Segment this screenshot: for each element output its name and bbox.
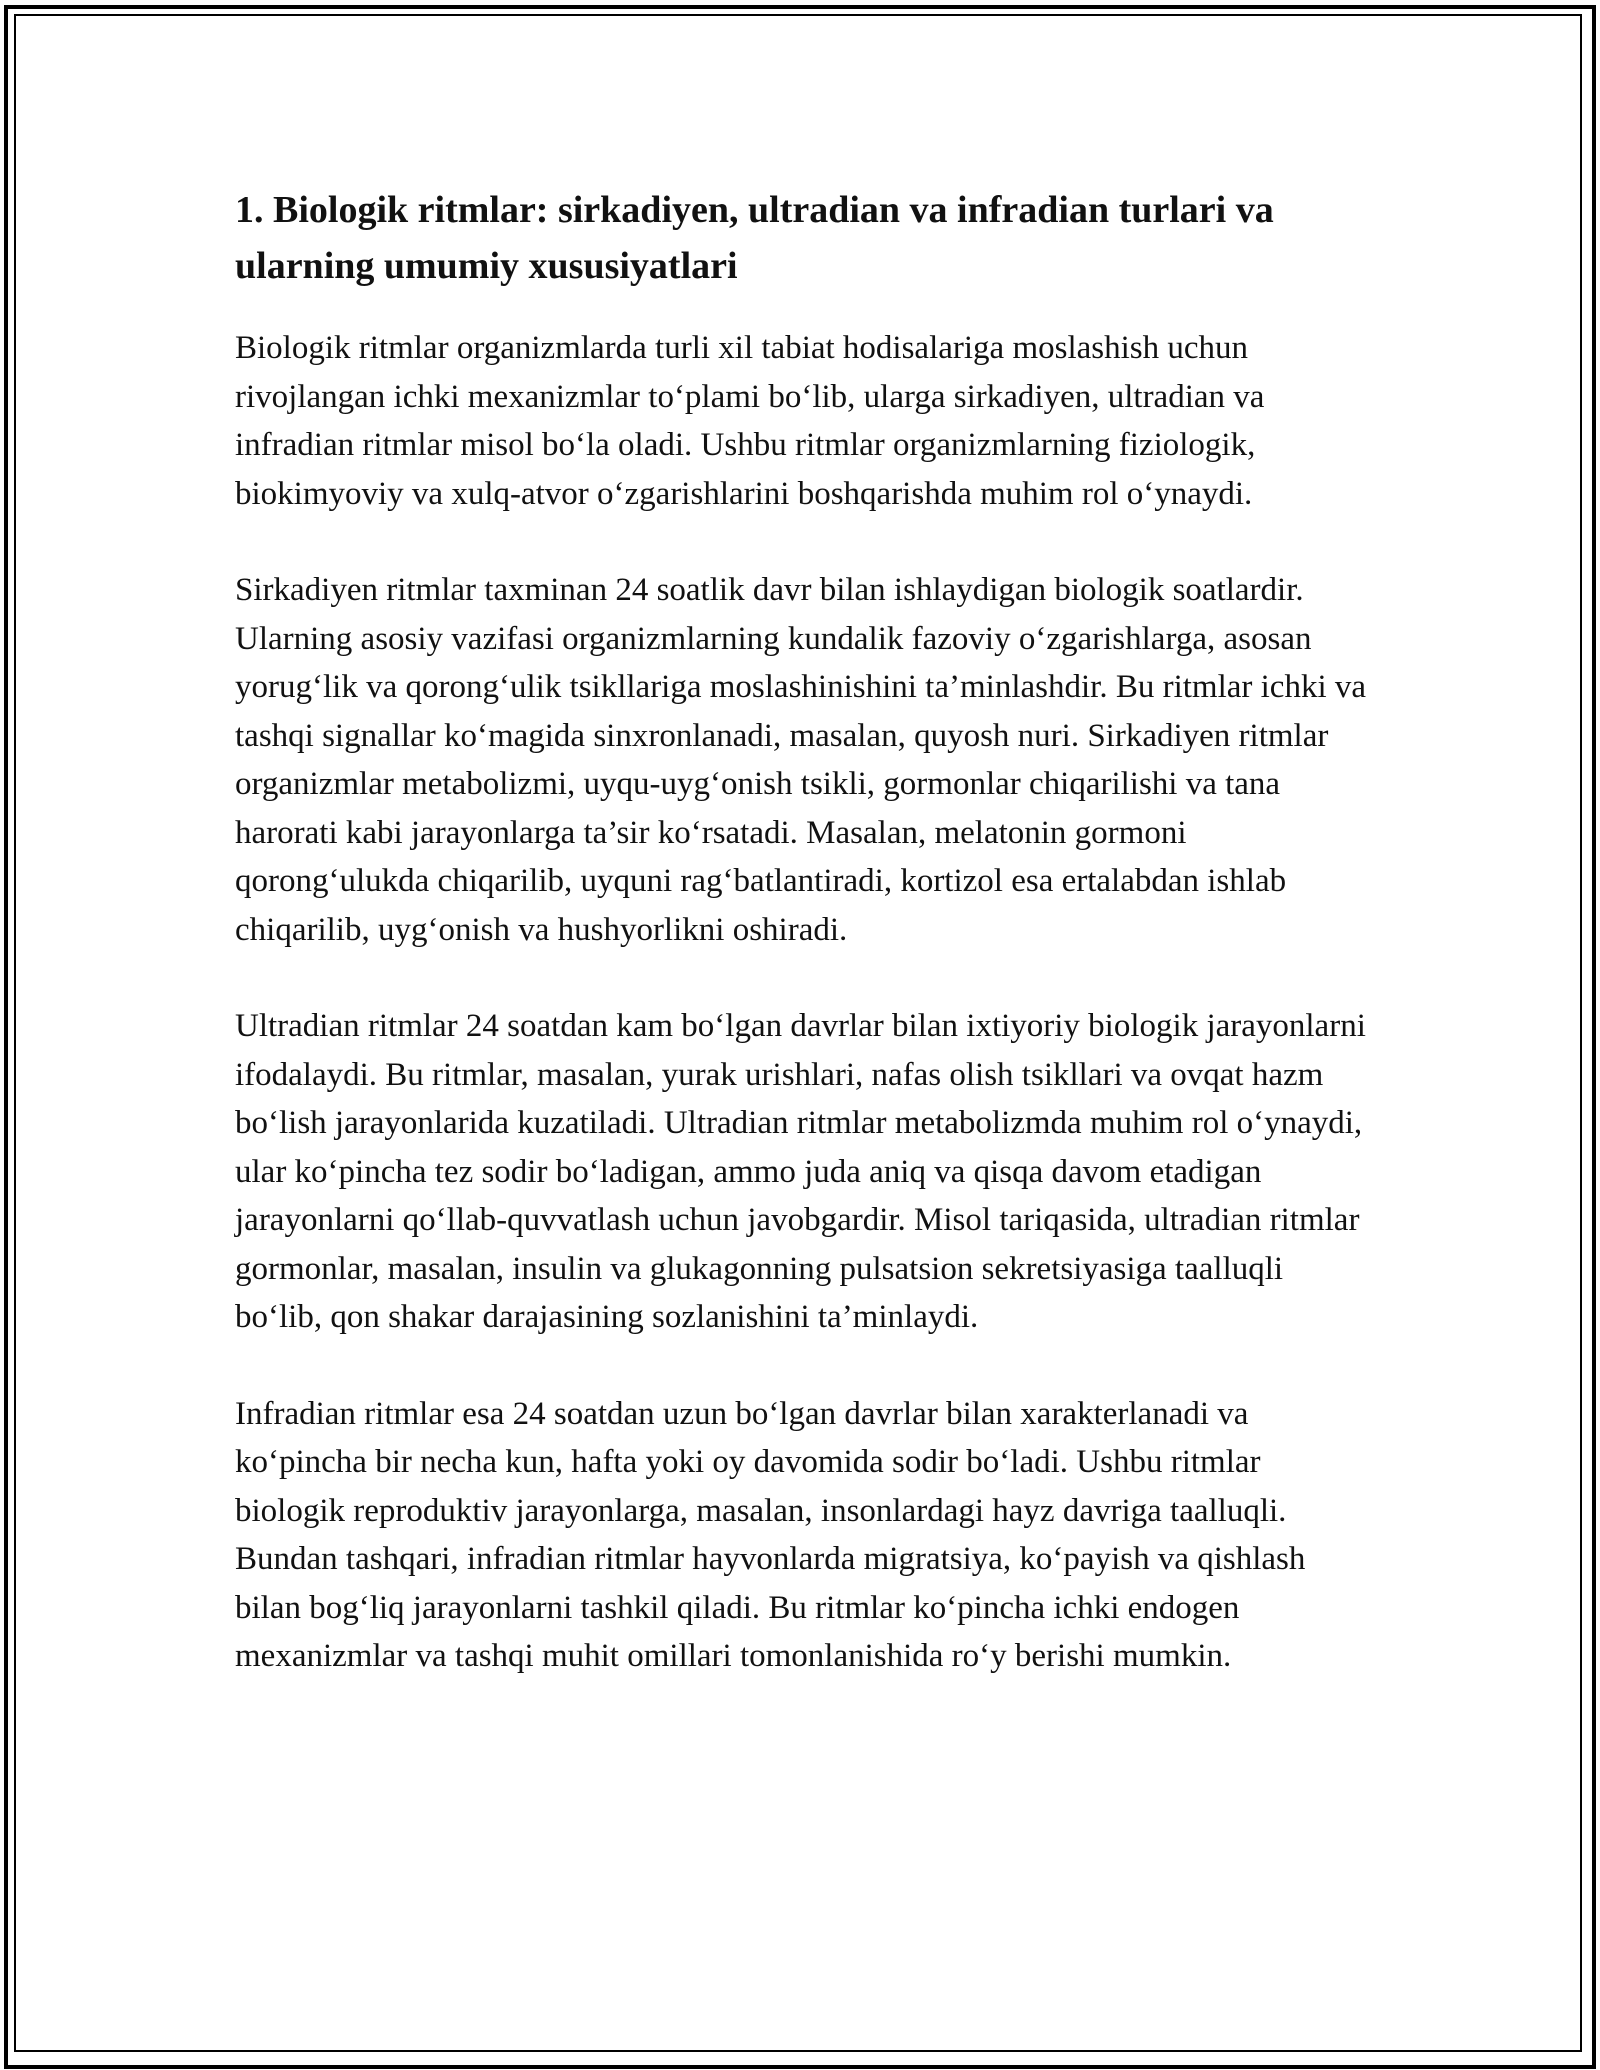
document-body: [235, 182, 1375, 1729]
section-heading: 1. Biologik ritmlar: sirkadiyen, ultradian va infradian turlari va ularning umumiy xususiyatlari: [235, 189, 1274, 287]
paragraph-intro: Biologik ritmlar organizmlarda turli xil tabiat hodisalariga moslashish uchun rivojlangan ichki mexanizmlar to‘plami bo‘lib, ularga sirkadiyen, ultradian va infradian ritmlar misol bo‘la oladi. Ushbu ritmlar organizmlarning fiziologik, biokimyoviy va xulq-atvor o‘zgarishlarini boshqarishda muhim rol o‘ynaydi.: [235, 330, 1265, 512]
paragraph-infradian: Infradian ritmlar esa 24 soatdan uzun bo‘lgan davrlar bilan xarakterlanadi va ko‘pincha bir necha kun, hafta yoki oy davomida sodir bo‘ladi. Ushbu ritmlar biologik reproduktiv jarayonlarga, masalan, insonlardagi hayz davriga taalluqli. Bundan tashqari, infradian ritmlar hayvonlarda migratsiya, ko‘payish va qishlash bilan bog‘liq jarayonlarni tashkil qiladi. Bu ritmlar ko‘pincha ichki endogen mexanizmlar va tashqi muhit omillari tomonlanishida ro‘y berishi mumkin.: [235, 1395, 1306, 1674]
paragraph-ultradian: Ultradian ritmlar 24 soatdan kam bo‘lgan davrlar bilan ixtiyoriy biologik jarayonlarni ifodalaydi. Bu ritmlar, masalan, yurak urishlari, nafas olish tsikllari va ovqat hazm bo‘lish jarayonlarida kuzatiladi. Ultradian ritmlar metabolizmda muhim rol o‘ynaydi, ular ko‘pincha tez sodir bo‘ladigan, ammo juda aniq va qisqa davom etadigan jarayonlarni qo‘llab-quvvatlash uchun javobgardir. Misol tariqasida, ultradian ritmlar gormonlar, masalan, insulin va glukagonning pulsatsion sekretsiyasiga taalluqli bo‘lib, qon shakar darajasining sozlanishini ta’minlaydi.: [235, 1008, 1366, 1335]
paragraph-circadian: Sirkadiyen ritmlar taxminan 24 soatlik davr bilan ishlaydigan biologik soatlardir. Ularning asosiy vazifasi organizmlarning kundalik fazoviy o‘zgarishlarga, asosan yorug‘lik va qorong‘ulik tsikllariga moslashinishini ta’minlashdir. Bu ritmlar ichki va tashqi signallar ko‘magida sinxronlanadi, masalan, quyosh nuri. Sirkadiyen ritmlar organizmlar metabolizmi, uyqu-uyg‘onish tsikli, gormonlar chiqarilishi va tana harorati kabi jarayonlarga ta’sir ko‘rsatadi. Masalan, melatonin gormoni qorong‘ulukda chiqarilib, uyquni rag‘batlantiradi, kortizol esa ertalabdan ishlab chiqarilib, uyg‘onish va hushyorlikni oshiradi.: [235, 572, 1367, 948]
